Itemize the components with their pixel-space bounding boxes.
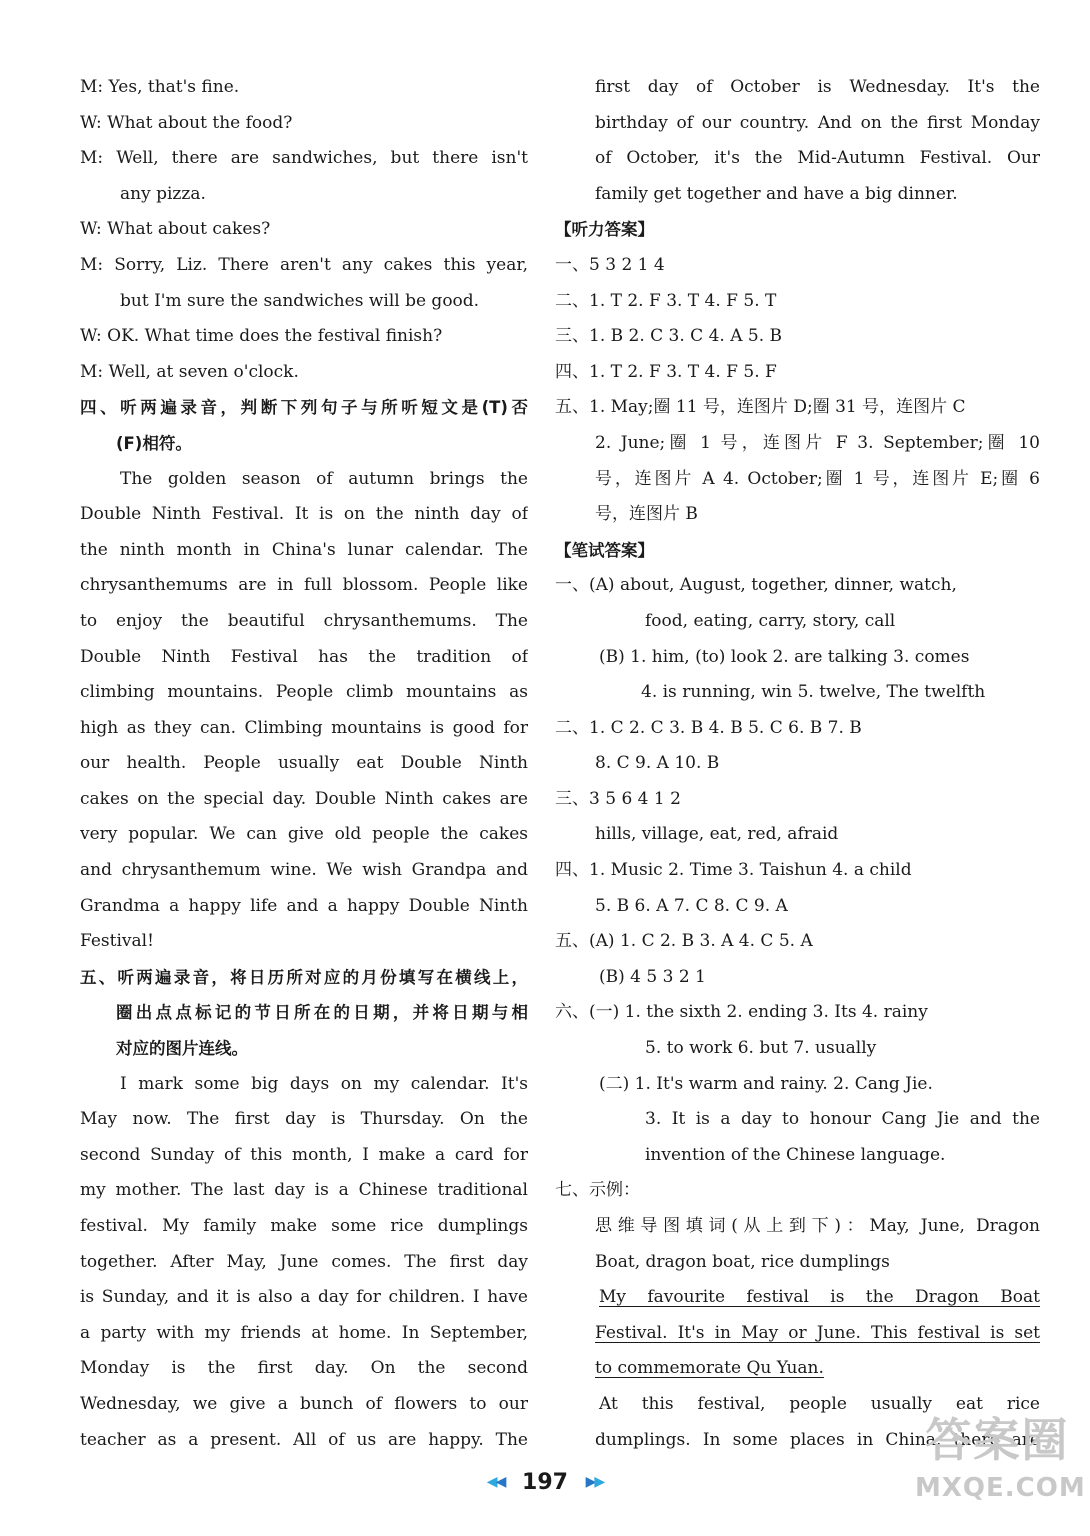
prev-arrow-light-icon: ◀ [486, 1474, 496, 1490]
left-text-line: 四、听两遍录音，判断下列句子与所听短文是(T)否 [80, 398, 528, 418]
left-text-line: and chrysanthemum wine. We wish Grandpa and [80, 860, 528, 881]
prev-arrow-icon: ◀ [495, 1474, 505, 1490]
left-text-line: M: Sorry, Liz. There aren't any cakes this year, [80, 254, 528, 275]
watermark-url: MXQE.COM [915, 1473, 1086, 1503]
left-text-line: Grandma a happy life and a happy Double Ninth [80, 895, 528, 916]
right-text-line: family get together and have a big dinner. [595, 183, 958, 204]
left-text-line: W: What about cakes? [80, 219, 271, 240]
right-text-line: birthday of our country. And on the first Monday [595, 112, 1040, 133]
right-text-line: 三、1. B 2. C 3. C 4. A 5. B [555, 326, 783, 347]
right-text-line: (B) 1. him, (to) look 2. are talking 3. comes [599, 646, 970, 667]
right-text-line: 3. It is a day to honour Cang Jie and the [645, 1109, 1040, 1130]
left-text-line: is Sunday, and it is also a day for children. I have [80, 1287, 528, 1308]
left-text-line: The golden season of autumn brings the [120, 468, 528, 489]
right-text-line: hills, village, eat, red, afraid [595, 824, 839, 845]
left-text-line: May now. The first day is Thursday. On the [80, 1109, 528, 1130]
left-text-line: second Sunday of this month, I make a card for [80, 1144, 528, 1165]
left-text-line: Double Ninth Festival has the tradition of [80, 646, 528, 667]
right-text-line: food, eating, carry, story, call [645, 610, 896, 631]
left-column [80, 70, 528, 1458]
right-text-line: 【笔试答案】 [555, 540, 654, 560]
right-text-line: 思维导图填词(从上到下)：May, June, Dragon [595, 1216, 1040, 1236]
right-text-line: 二、1. C 2. C 3. B 4. B 5. C 6. B 7. B [555, 717, 862, 738]
left-text-line: festival. My family make some rice dumplings [80, 1216, 528, 1236]
right-text-line: 4. is running, win 5. twelve, The twelfth [641, 682, 986, 703]
left-text-line: my mother. The last day is a Chinese traditional [80, 1180, 528, 1201]
right-text-line: (二) 1. It's warm and rainy. 2. Cang Jie. [599, 1073, 933, 1094]
page-number: 197 [522, 1470, 568, 1495]
right-text-line: 四、1. Music 2. Time 3. Taishun 4. a child [555, 860, 912, 881]
right-text-line: 【听力答案】 [555, 220, 654, 240]
left-text-line: climbing mountains. People climb mountains as [80, 682, 528, 703]
right-text-line: 六、(一) 1. the sixth 2. ending 3. Its 4. rainy [555, 1002, 928, 1023]
left-text-line: Wednesday, we give a bunch of flowers to our [80, 1393, 528, 1414]
watermark-logo [915, 1410, 1086, 1530]
right-text-line: 5. to work 6. but 7. usually [645, 1038, 877, 1059]
right-text-line: My favourite festival is the Dragon Boat [599, 1287, 1040, 1308]
right-text-line: 五、(A) 1. C 2. B 3. A 4. C 5. A [555, 931, 813, 952]
left-text-line: 五、听两遍录音，将日历所对应的月份填写在横线上， [80, 967, 528, 987]
right-text-line: 七、示例： [555, 1180, 640, 1201]
right-text-line: 四、1. T 2. F 3. T 4. F 5. F [555, 361, 777, 382]
right-text-line: 号，连图片 B [595, 504, 698, 525]
right-text-line: 一、(A) about, August, together, dinner, watch, [555, 575, 957, 596]
left-text-line: 对应的图片连线。 [116, 1039, 248, 1059]
left-text-line: Monday is the first day. On the second [80, 1358, 528, 1379]
left-text-line: cakes on the special day. Double Ninth cakes are [80, 788, 528, 809]
right-text-line: 2. June;圈 1 号，连图片 F 3. September;圈 10 [595, 432, 1040, 453]
left-text-line: 圈出点点标记的节日所在的日期，并将日期与相 [116, 1003, 528, 1023]
left-text-line: I mark some big days on my calendar. It's [120, 1073, 528, 1094]
right-text-line: 二、1. T 2. F 3. T 4. F 5. T [555, 290, 777, 311]
right-text-line: At this festival, people usually eat rice [599, 1393, 1040, 1414]
left-text-line: M: Well, there are sandwiches, but there isn't [80, 148, 528, 169]
left-text-line: together. After May, June comes. The first day [80, 1251, 528, 1272]
right-text-line: invention of the Chinese language. [645, 1144, 946, 1165]
next-arrow-light-icon: ▶ [594, 1474, 604, 1490]
left-text-line: chrysanthemums are in full blossom. People like [80, 575, 528, 596]
left-text-line: Festival! [80, 931, 154, 952]
next-arrow-icon: ▶ [585, 1474, 595, 1490]
left-text-line: but I'm sure the sandwiches will be good. [120, 290, 480, 311]
left-text-line: a party with my friends at home. In September, [80, 1322, 528, 1343]
left-text-line: M: Yes, that's fine. [80, 77, 240, 97]
right-text-line: first day of October is Wednesday. It's the [595, 77, 1040, 97]
left-text-line: (F)相符。 [116, 433, 192, 453]
left-text-line: high as they can. Climbing mountains is good for [80, 717, 528, 738]
left-text-line: Double Ninth Festival. It is on the ninth day of [80, 504, 528, 525]
left-text-line: teacher as a present. All of us are happy. The [80, 1429, 528, 1450]
right-text-line: 8. C 9. A 10. B [595, 753, 720, 774]
right-column [555, 70, 1040, 1458]
right-text-line: 五、1. May;圈 11 号，连图片 D;圈 31 号，连图片 C [555, 397, 966, 418]
right-text-line: Boat, dragon boat, rice dumplings [595, 1251, 890, 1272]
left-text-line: to enjoy the beautiful chrysanthemums. The [80, 610, 528, 631]
right-text-line: 5. B 6. A 7. C 8. C 9. A [595, 895, 788, 916]
right-text-line: 一、5 3 2 1 4 [555, 254, 665, 275]
right-text-line: of October, it's the Mid-Autumn Festival. Our [595, 148, 1040, 169]
left-text-line: M: Well, at seven o'clock. [80, 361, 299, 382]
right-text-line: (B) 4 5 3 2 1 [599, 966, 706, 987]
left-text-line: our health. People usually eat Double Ninth [80, 753, 528, 774]
right-text-line: Festival. It's in May or June. This festival is set [595, 1322, 1040, 1343]
watermark-title: 答案圈 [925, 1413, 1070, 1467]
right-text-line: 号，连图片 A 4. October;圈 1 号，连图片 E;圈 6 [595, 468, 1040, 489]
right-text-line: to commemorate Qu Yuan. [595, 1358, 824, 1379]
right-text-line: 三、3 5 6 4 1 2 [555, 788, 681, 809]
left-text-line: the ninth month in China's lunar calendar. The [80, 539, 528, 560]
left-text-line: any pizza. [120, 183, 206, 204]
left-text-line: W: What about the food? [80, 112, 293, 133]
right-text-line: dumplings. In some places in China, there are [595, 1429, 1040, 1450]
left-text-line: very popular. We can give old people the cakes [80, 824, 528, 845]
left-text-line: W: OK. What time does the festival finish? [80, 326, 443, 347]
